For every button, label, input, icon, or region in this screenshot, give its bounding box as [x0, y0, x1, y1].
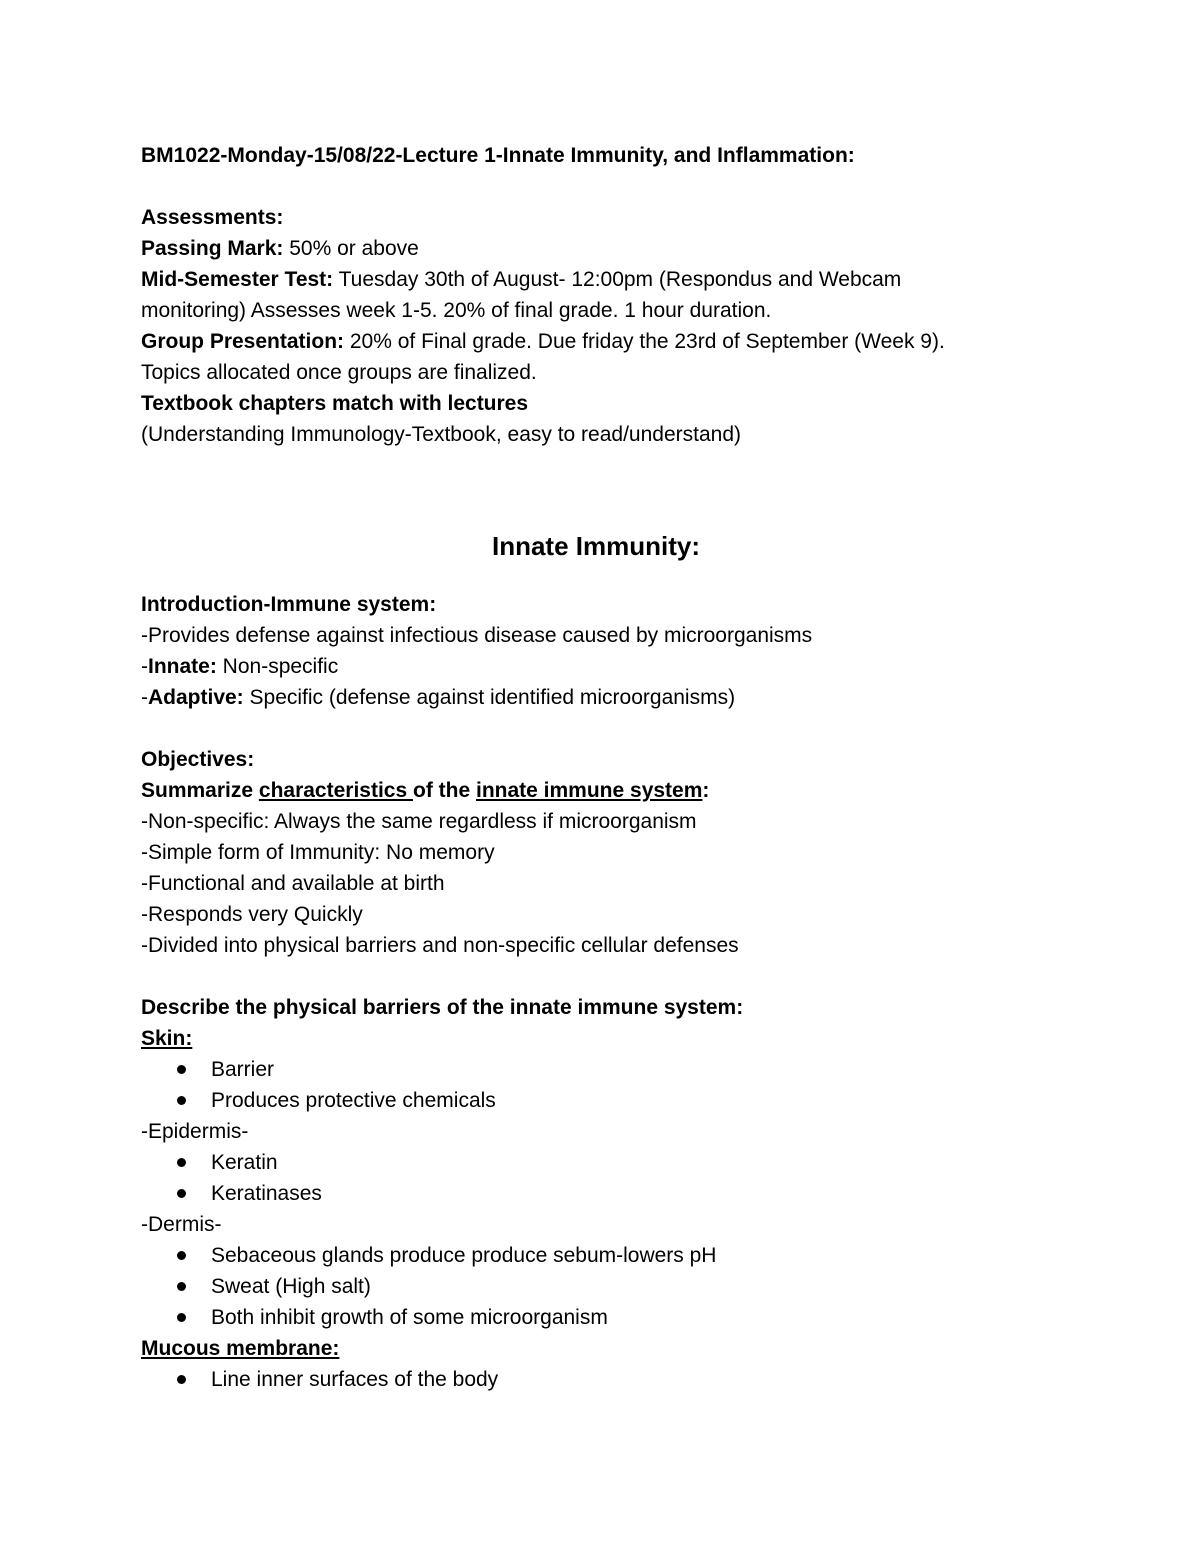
intro-line-1: -Provides defense against infectious disease caused by microorganisms: [141, 624, 813, 647]
dermis-label: -Dermis-: [141, 1213, 222, 1236]
document-page: [141, 140, 1061, 1395]
mucous-list: [141, 1364, 1061, 1395]
objective-item: -Responds very Quickly: [141, 903, 363, 926]
intro-innate-line: [141, 651, 1061, 682]
innate-label: Innate:: [148, 655, 217, 678]
list-item: [141, 1178, 1061, 1209]
midsem-label: Mid-Semester Test:: [141, 268, 334, 291]
list-item-text: Sweat (High salt): [211, 1275, 371, 1298]
list-item-text: Barrier: [211, 1058, 275, 1081]
summ-part-4: innate immune system: [476, 779, 703, 802]
objectives-heading: Objectives:: [141, 748, 255, 771]
objective-item: -Divided into physical barriers and non-specific cellular defenses: [141, 934, 739, 957]
list-item: [141, 1085, 1061, 1116]
midsem-line: [141, 264, 1061, 295]
group-presentation-value: 20% of Final grade. Due friday the 23rd of September (Week 9).: [344, 330, 945, 353]
list-item-text: Keratinases: [211, 1182, 322, 1205]
bullet-icon: [177, 1313, 186, 1322]
list-item-text: Produces protective chemicals: [211, 1089, 496, 1112]
list-item-text: Both inhibit growth of some microorganism: [211, 1306, 608, 1329]
list-item: [141, 1364, 1061, 1395]
mucous-label: Mucous membrane:: [141, 1337, 340, 1360]
group-presentation-line-2: Topics allocated once groups are finalized.: [141, 361, 537, 384]
list-item: [141, 1240, 1061, 1271]
summarize-line: [141, 775, 1061, 806]
bullet-icon: [177, 1065, 186, 1074]
group-presentation-label: Group Presentation:: [141, 330, 345, 353]
list-item-text: Line inner surfaces of the body: [211, 1368, 499, 1391]
bullet-icon: [177, 1282, 186, 1291]
textbook-note: (Understanding Immunology-Textbook, easy to read/understand): [141, 423, 741, 446]
document-title: BM1022-Monday-15/08/22-Lecture 1-Innate Immunity, and Inflammation:: [141, 144, 855, 167]
skin-list: [141, 1054, 1061, 1116]
midsem-value: Tuesday 30th of August- 12:00pm (Respondus and Webcam: [333, 268, 902, 291]
epidermis-label: -Epidermis-: [141, 1120, 249, 1143]
list-item-text: Sebaceous glands produce produce sebum-lowers pH: [211, 1244, 717, 1267]
bullet-icon: [177, 1251, 186, 1260]
passing-mark-value: 50% or above: [283, 237, 419, 260]
list-item: [141, 1054, 1061, 1085]
bullet-icon: [177, 1375, 186, 1384]
summ-part-5: :: [702, 779, 710, 802]
adaptive-prefix: -: [141, 686, 148, 709]
list-item-text: Keratin: [211, 1151, 278, 1174]
section-heading: Innate Immunity:: [491, 531, 700, 561]
intro-heading: Introduction-Immune system:: [141, 593, 437, 616]
adaptive-label: Adaptive:: [148, 686, 244, 709]
objective-item: -Functional and available at birth: [141, 872, 445, 895]
textbook-label: Textbook chapters match with lectures: [141, 392, 529, 415]
bullet-icon: [177, 1189, 186, 1198]
summ-part-3: of the: [413, 779, 476, 802]
assessments-heading: Assessments:: [141, 206, 284, 229]
midsem-line-2: monitoring) Assesses week 1-5. 20% of final grade. 1 hour duration.: [141, 299, 772, 322]
list-item: [141, 1147, 1061, 1178]
innate-value: Non-specific: [216, 655, 339, 678]
epidermis-list: [141, 1147, 1061, 1209]
intro-adaptive-line: [141, 682, 1061, 713]
innate-prefix: -: [141, 655, 148, 678]
group-presentation-line: [141, 326, 1061, 357]
list-item: [141, 1302, 1061, 1333]
objective-item: -Simple form of Immunity: No memory: [141, 841, 495, 864]
summ-part-1: Summarize: [141, 779, 259, 802]
barriers-heading: Describe the physical barriers of the innate immune system:: [141, 996, 744, 1019]
objective-item: -Non-specific: Always the same regardless if microorganism: [141, 810, 697, 833]
bullet-icon: [177, 1158, 186, 1167]
skin-label: Skin:: [141, 1027, 193, 1050]
bullet-icon: [177, 1096, 186, 1105]
dermis-list: [141, 1240, 1061, 1333]
passing-mark-label: Passing Mark:: [141, 237, 284, 260]
adaptive-value: Specific (defense against identified microorganisms): [243, 686, 736, 709]
list-item: [141, 1271, 1061, 1302]
summ-part-2: characteristics: [258, 779, 413, 802]
passing-mark-line: [141, 233, 1061, 264]
